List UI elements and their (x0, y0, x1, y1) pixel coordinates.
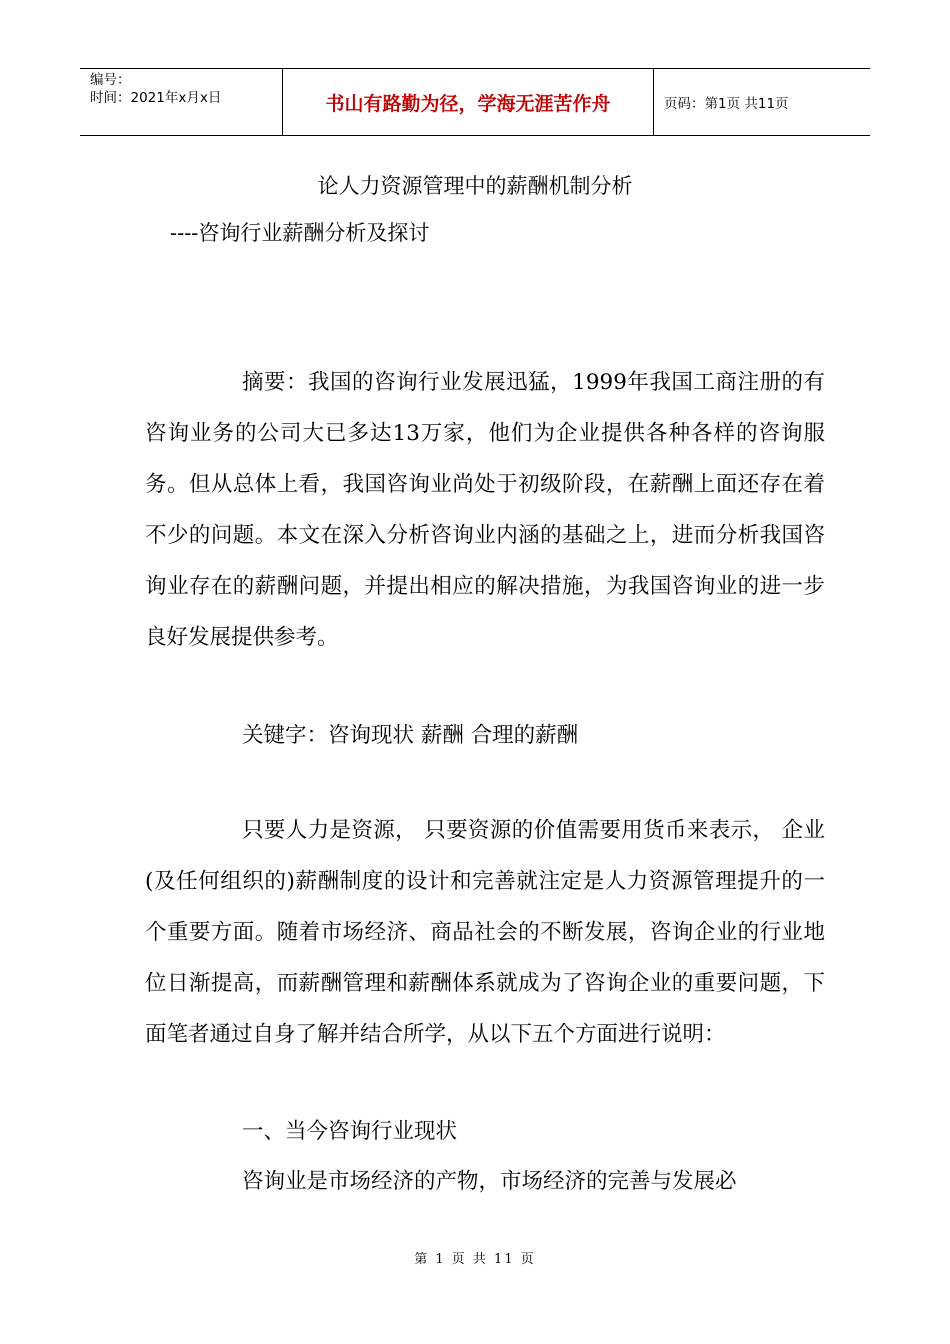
keywords-line: 关键字：咨询现状 薪酬 合理的薪酬 (242, 723, 579, 748)
document-subtitle: ----咨询行业薪酬分析及探讨 (170, 221, 430, 245)
number-label: 编号： (90, 72, 131, 88)
intro-paragraph: 只要人力是资源， 只要资源的价值需要用货币来表示， 企业(及任何组织的)薪酬制度的设计和完善就注定是人力资源管理提升的一个重要方面。随着市场经济、商品社会的不断发展，咨询企业的行业地位日渐提高，而薪酬管理和薪酬体系就成为了咨询企业的重要问题，下面笔者通过自身了解并结合所学，从以下五个方面进行说明： (145, 818, 825, 1047)
header-meta (80, 69, 282, 135)
abstract-paragraph: 摘要：我国的咨询行业发展迅猛，1999年我国工商注册的有咨询业务的公司大已多达13万家，他们为企业提供各种各样的咨询服务。但从总体上看，我国咨询业尚处于初级阶段，在薪酬上面还存在着不少的问题。本文在深入分析咨询业内涵的基础之上，进而分析我国咨询业存在的薪酬问题，并提出相应的解决措施，为我国咨询业的进一步良好发展提供参考。 (145, 370, 825, 650)
header-page-info: 页码：第1页 共11页 (664, 96, 789, 112)
page-header (80, 68, 870, 136)
section-heading: 一、当今咨询行业现状 (242, 1119, 458, 1144)
section-paragraph: 咨询业是市场经济的产物，市场经济的完善与发展必 (242, 1169, 737, 1194)
page-footer: 第 1 页 共 11 页 (414, 1252, 536, 1267)
header-motto: 书山有路勤为径，学海无涯苦作舟 (282, 69, 654, 135)
time-label: 时间：2021年x月x日 (90, 90, 222, 106)
document-title: 论人力资源管理中的薪酬机制分析 (317, 174, 633, 198)
